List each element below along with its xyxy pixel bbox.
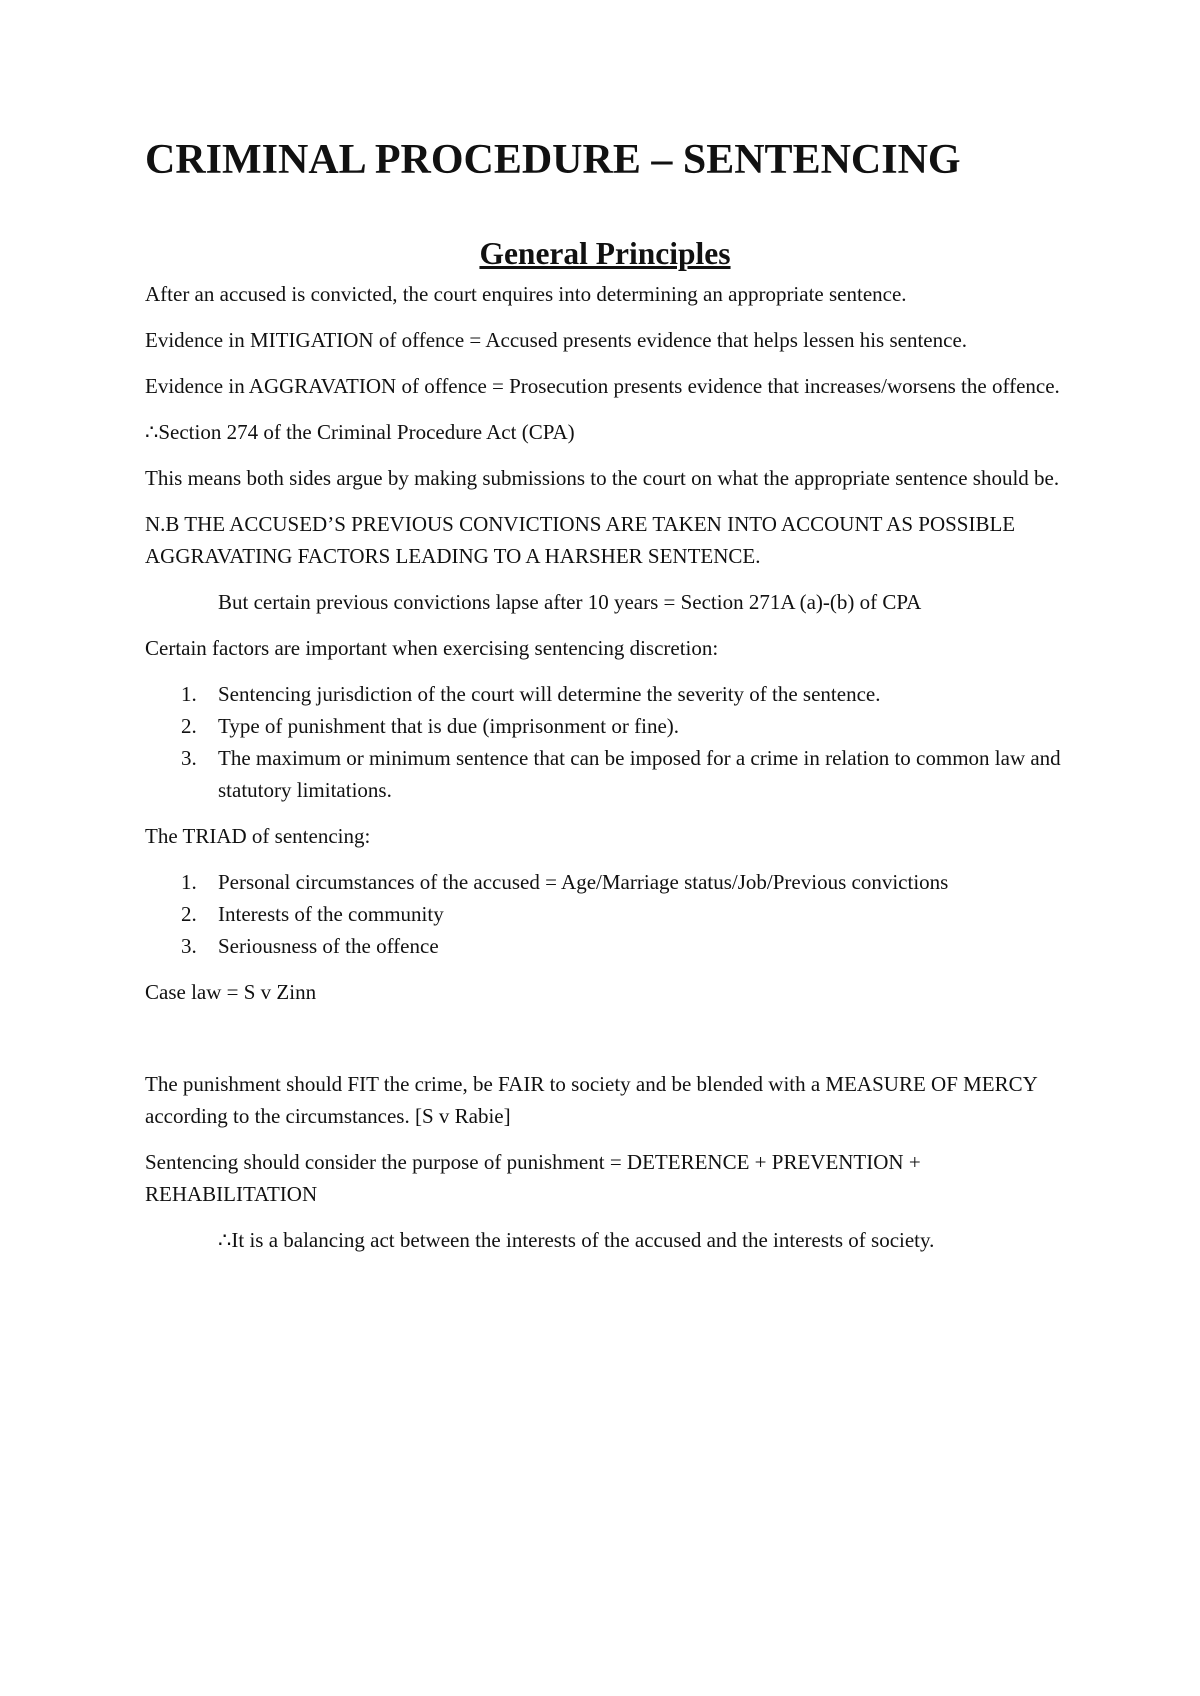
case-law: Case law = S v Zinn — [145, 980, 317, 1004]
triad-list — [145, 866, 1065, 962]
list-item — [145, 710, 1065, 742]
list-item-text: The maximum or minimum sentence that can be imposed for a crime in relation to common law and statutory limitations. — [218, 746, 1061, 802]
paragraph-nb-previous-convictions: N.B THE ACCUSED’S PREVIOUS CONVICTIONS ARE TAKEN INTO ACCOUNT AS POSSIBLE AGGRAVATING FACTORS LEADING TO A HARSHER SENTENCE. — [145, 512, 1016, 568]
list-item-text: Interests of the community — [218, 902, 444, 926]
factors-list — [145, 678, 1065, 806]
list-item — [145, 866, 1065, 898]
triad-intro: The TRIAD of sentencing: — [145, 824, 371, 848]
document-title: CRIMINAL PROCEDURE – SENTENCING — [145, 137, 961, 183]
paragraph-submissions: This means both sides argue by making submissions to the court on what the appropriate sentence should be. — [145, 466, 1060, 490]
list-item-text: Type of punishment that is due (imprisonment or fine). — [218, 714, 680, 738]
list-item-number: 2. — [181, 714, 197, 738]
list-item-number: 2. — [181, 902, 197, 926]
list-item-text: Personal circumstances of the accused = Age/Marriage status/Job/Previous convictions — [218, 870, 949, 894]
list-item-number: 3. — [181, 934, 197, 958]
list-item — [145, 742, 1065, 806]
list-item-text: Seriousness of the offence — [218, 934, 439, 958]
paragraph-aggravation: Evidence in AGGRAVATION of offence = Prosecution presents evidence that increases/worsens the offence. — [145, 374, 1060, 398]
list-item — [145, 930, 1065, 962]
blank-line — [145, 1022, 1065, 1068]
paragraph-balancing-act: ∴It is a balancing act between the interests of the accused and the interests of society. — [218, 1228, 935, 1252]
paragraph-section-274: ∴Section 274 of the Criminal Procedure Act (CPA) — [145, 420, 575, 444]
list-item-number: 3. — [181, 746, 197, 770]
list-item-text: Sentencing jurisdiction of the court will determine the severity of the sentence. — [218, 682, 881, 706]
list-item — [145, 678, 1065, 710]
paragraph-conviction: After an accused is convicted, the court enquires into determining an appropriate sentence. — [145, 282, 907, 306]
list-item — [145, 898, 1065, 930]
list-item-number: 1. — [181, 870, 197, 894]
paragraph-fit-fair-mercy: The punishment should FIT the crime, be FAIR to society and be blended with a MEASURE OF MERCY according to the circumstances. [S v Rabie] — [145, 1072, 1038, 1128]
list-item-number: 1. — [181, 682, 197, 706]
paragraph-factors-intro: Certain factors are important when exercising sentencing discretion: — [145, 636, 719, 660]
paragraph-purpose-of-punishment: Sentencing should consider the purpose of punishment = DETERENCE + PREVENTION + REHABILITATION — [145, 1150, 921, 1206]
document-page — [145, 137, 1065, 1270]
section-heading: General Principles — [479, 236, 731, 271]
paragraph-mitigation: Evidence in MITIGATION of offence = Accused presents evidence that helps lessen his sentence. — [145, 328, 968, 352]
paragraph-lapse-convictions: But certain previous convictions lapse after 10 years = Section 271A (a)-(b) of CPA — [218, 590, 922, 614]
